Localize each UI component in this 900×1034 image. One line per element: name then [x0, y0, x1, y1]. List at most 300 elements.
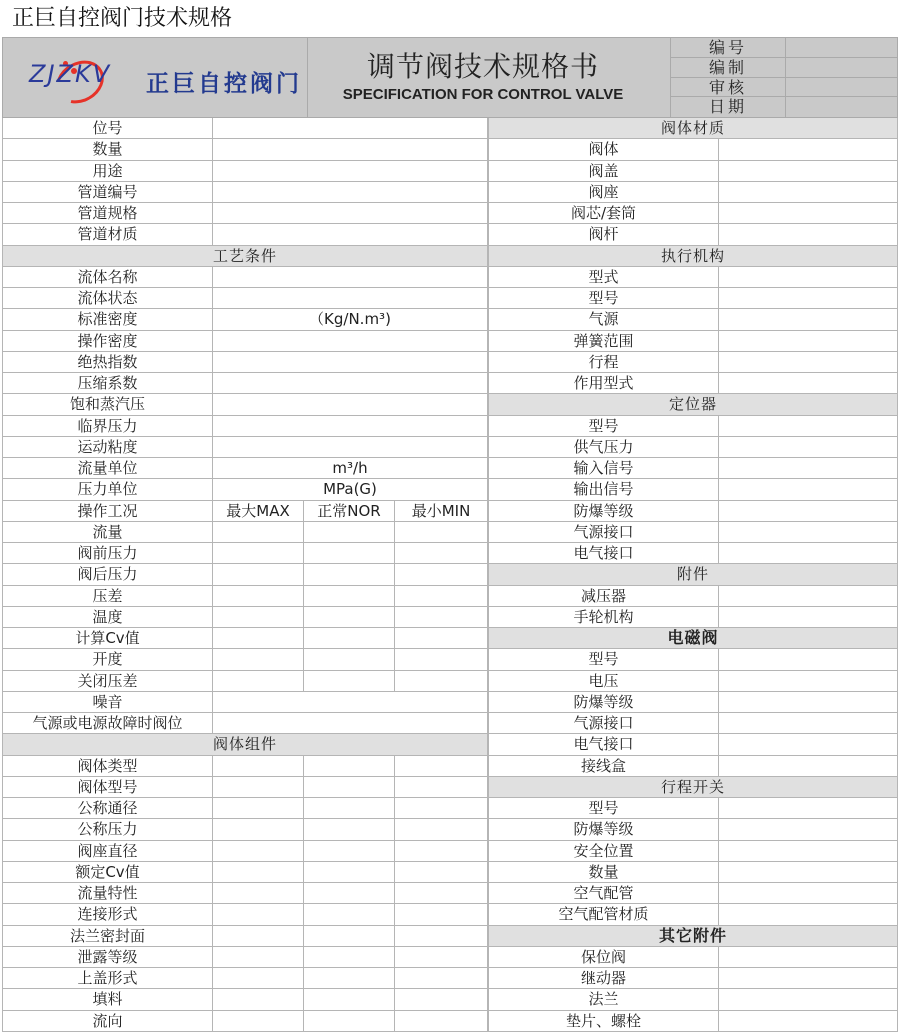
table-row: [488, 989, 898, 1010]
row-label: 流量: [2, 522, 212, 542]
row-label: 阀盖: [488, 161, 718, 181]
table-row: [2, 309, 488, 330]
row-label: 流向: [2, 1011, 212, 1031]
logo-company-name: 正巨自控阀门: [146, 70, 302, 97]
logo-text: ZJZKV: [29, 60, 112, 88]
section-header: 行程开关: [488, 777, 898, 798]
table-row: [2, 331, 488, 352]
row-value-field[interactable]: [718, 224, 898, 244]
row-value-field[interactable]: [718, 649, 898, 669]
row-label: 接线盒: [488, 756, 718, 776]
row-value-field[interactable]: [718, 522, 898, 542]
row-label: 流量特性: [2, 883, 212, 903]
row-value-field[interactable]: [212, 564, 303, 584]
row-value-field[interactable]: [212, 394, 488, 414]
section-header: 电磁阀: [488, 628, 898, 649]
row-value-field[interactable]: [718, 352, 898, 372]
document-title: [308, 38, 658, 117]
row-label: 型号: [488, 649, 718, 669]
row-value-field[interactable]: [394, 649, 488, 669]
row-value-field[interactable]: [303, 1011, 394, 1031]
row-label: 管道编号: [2, 182, 212, 202]
row-value-field[interactable]: [718, 203, 898, 223]
table-row: [488, 649, 898, 670]
row-label: 气源或电源故障时阀位: [2, 713, 212, 733]
row-value-field[interactable]: [718, 692, 898, 712]
row-label: 弹簧范围: [488, 331, 718, 351]
row-label: 饱和蒸汽压: [2, 394, 212, 414]
table-row: [488, 458, 898, 479]
row-value-field[interactable]: [212, 331, 488, 351]
row-value-field[interactable]: [303, 671, 394, 691]
row-value-field[interactable]: [303, 628, 394, 648]
row-value-field[interactable]: [718, 182, 898, 202]
row-value-field[interactable]: [212, 649, 303, 669]
row-label: 压缩系数: [2, 373, 212, 393]
table-row: [2, 564, 488, 585]
row-label: 电气接口: [488, 543, 718, 563]
table-row: [2, 883, 488, 904]
table-row: [2, 841, 488, 862]
row-value-field[interactable]: [718, 989, 898, 1009]
table-row: [2, 203, 488, 224]
row-value-field[interactable]: [303, 564, 394, 584]
meta-label: 审核: [670, 78, 786, 97]
section-header: 阀体组件: [2, 734, 488, 755]
meta-label: 编号: [670, 38, 786, 57]
section-header: 定位器: [488, 394, 898, 415]
right-column: [488, 118, 898, 1032]
row-value-field[interactable]: [303, 649, 394, 669]
row-value-field[interactable]: [718, 501, 898, 521]
row-value-field[interactable]: [718, 756, 898, 776]
table-row: [2, 692, 488, 713]
row-value-field[interactable]: [303, 607, 394, 627]
table-row: [488, 734, 898, 755]
table-row: [488, 904, 898, 925]
row-value-field[interactable]: [303, 522, 394, 542]
table-row: [488, 586, 898, 607]
row-label: 运动粘度: [2, 437, 212, 457]
row-label: 阀体: [488, 139, 718, 159]
row-value-field[interactable]: [212, 352, 488, 372]
row-label: 继动器: [488, 968, 718, 988]
table-row: [2, 267, 488, 288]
row-value-field[interactable]: [303, 756, 394, 776]
row-value-field[interactable]: [212, 989, 303, 1009]
table-row: [488, 607, 898, 628]
row-value-field[interactable]: [718, 139, 898, 159]
row-value-field[interactable]: [303, 586, 394, 606]
row-value-field[interactable]: [394, 947, 488, 967]
row-value-field[interactable]: [212, 798, 303, 818]
table-row: [488, 841, 898, 862]
row-label: 行程: [488, 352, 718, 372]
table-row: [2, 1011, 488, 1032]
title-english: SPECIFICATION FOR CONTROL VALVE: [342, 86, 624, 103]
table-row: [488, 309, 898, 330]
table-row: [2, 373, 488, 394]
table-row: [2, 586, 488, 607]
table-row: [2, 968, 488, 989]
meta-row: [670, 97, 897, 117]
row-label: 标准密度: [2, 309, 212, 329]
row-value-field[interactable]: [394, 883, 488, 903]
table-row: [2, 139, 488, 160]
row-value-field[interactable]: [212, 586, 303, 606]
table-row: [2, 288, 488, 309]
meta-value-field[interactable]: [786, 58, 897, 77]
table-row: [488, 352, 898, 373]
row-value-field[interactable]: [718, 543, 898, 563]
row-value-field[interactable]: [718, 416, 898, 436]
row-label: 空气配管材质: [488, 904, 718, 924]
table-row: [488, 522, 898, 543]
meta-row: [670, 58, 897, 78]
table-row: [488, 437, 898, 458]
row-label: 防爆等级: [488, 501, 718, 521]
row-value-field[interactable]: [394, 989, 488, 1009]
row-value-field[interactable]: [212, 203, 488, 223]
table-row: [488, 288, 898, 309]
row-value-field[interactable]: MPa(G): [212, 479, 488, 499]
table-row: [2, 394, 488, 415]
row-value-field[interactable]: [718, 607, 898, 627]
row-label: 流体名称: [2, 267, 212, 287]
row-value-field[interactable]: [394, 628, 488, 648]
row-label: 连接形式: [2, 904, 212, 924]
row-value-field[interactable]: [718, 267, 898, 287]
row-label: 管道规格: [2, 203, 212, 223]
table-row: [2, 416, 488, 437]
row-value-field[interactable]: [394, 586, 488, 606]
row-label: 温度: [2, 607, 212, 627]
row-value-field[interactable]: [718, 841, 898, 861]
row-label: 电压: [488, 671, 718, 691]
row-value-field[interactable]: [718, 947, 898, 967]
row-value-field[interactable]: [718, 458, 898, 478]
row-value-field[interactable]: [212, 756, 303, 776]
table-row: [2, 798, 488, 819]
row-value-field[interactable]: [212, 522, 303, 542]
table-row: [488, 883, 898, 904]
row-value-field[interactable]: [718, 1011, 898, 1031]
row-label: 阀后压力: [2, 564, 212, 584]
row-label: 作用型式: [488, 373, 718, 393]
row-value-field[interactable]: [212, 139, 488, 159]
meta-row: [670, 38, 897, 58]
row-value-field[interactable]: [212, 416, 488, 436]
table-row: [2, 479, 488, 500]
section-header: 附件: [488, 564, 898, 585]
table-row: [2, 947, 488, 968]
section-header: 执行机构: [488, 246, 898, 267]
row-value-field[interactable]: [718, 904, 898, 924]
table-row: [488, 373, 898, 394]
row-label: 型式: [488, 267, 718, 287]
table-row: [2, 161, 488, 182]
meta-value-field[interactable]: [786, 97, 897, 117]
row-value-field[interactable]: [303, 904, 394, 924]
row-value-field[interactable]: [394, 968, 488, 988]
table-row: [2, 458, 488, 479]
row-value-field[interactable]: [212, 926, 303, 946]
row-label: 输出信号: [488, 479, 718, 499]
row-value-field[interactable]: [303, 947, 394, 967]
row-value-field[interactable]: [718, 373, 898, 393]
row-value-field[interactable]: [212, 543, 303, 563]
row-label: 型号: [488, 416, 718, 436]
table-row: [2, 118, 488, 139]
meta-value-field[interactable]: [786, 38, 897, 57]
row-value-field[interactable]: [212, 671, 303, 691]
table-row: [2, 862, 488, 883]
table-row: [2, 182, 488, 203]
row-label: 减压器: [488, 586, 718, 606]
row-label: 计算Cv值: [2, 628, 212, 648]
row-value-field[interactable]: [212, 904, 303, 924]
table-row: [2, 224, 488, 245]
row-value-field[interactable]: [303, 777, 394, 797]
row-value-field[interactable]: [718, 331, 898, 351]
row-label: 阀前压力: [2, 543, 212, 563]
row-value-field[interactable]: [394, 862, 488, 882]
row-value-field[interactable]: [303, 819, 394, 839]
row-value-field[interactable]: [394, 522, 488, 542]
column-header: 正常NOR: [303, 501, 394, 521]
row-value-field[interactable]: [718, 479, 898, 499]
row-value-field[interactable]: [303, 543, 394, 563]
table-row: [2, 352, 488, 373]
row-label: 管道材质: [2, 224, 212, 244]
row-label: 保位阀: [488, 947, 718, 967]
row-value-field[interactable]: [303, 926, 394, 946]
meta-value-field[interactable]: [786, 78, 897, 97]
row-label: 公称压力: [2, 819, 212, 839]
row-label: 供气压力: [488, 437, 718, 457]
row-value-field[interactable]: [718, 437, 898, 457]
title-chinese: 调节阀技术规格书: [366, 50, 599, 83]
row-label: 气源接口: [488, 713, 718, 733]
row-value-field[interactable]: [394, 841, 488, 861]
row-value-field[interactable]: [212, 841, 303, 861]
row-label: 绝热指数: [2, 352, 212, 372]
table-row: [488, 224, 898, 245]
row-value-field[interactable]: [394, 926, 488, 946]
table-row: [2, 819, 488, 840]
row-value-field[interactable]: [212, 267, 488, 287]
row-label: 泄露等级: [2, 947, 212, 967]
meta-label: 编制: [670, 58, 786, 77]
row-label: 操作工况: [2, 501, 212, 521]
table-row: [2, 607, 488, 628]
table-row: [2, 713, 488, 734]
row-value-field[interactable]: [303, 862, 394, 882]
row-label: 额定Cv值: [2, 862, 212, 882]
company-logo: [3, 38, 308, 117]
section-header: 阀体材质: [488, 118, 898, 139]
row-value-field[interactable]: [303, 798, 394, 818]
row-label: 流体状态: [2, 288, 212, 308]
table-row: [488, 968, 898, 989]
row-value-field[interactable]: [212, 224, 488, 244]
row-label: 上盖形式: [2, 968, 212, 988]
table-row: [488, 819, 898, 840]
row-value-field[interactable]: [212, 628, 303, 648]
row-value-field[interactable]: [212, 373, 488, 393]
row-value-field[interactable]: [394, 564, 488, 584]
table-row: [488, 161, 898, 182]
table-row: [488, 543, 898, 564]
row-label: 临界压力: [2, 416, 212, 436]
table-row: [2, 628, 488, 649]
row-label: 输入信号: [488, 458, 718, 478]
row-value-field[interactable]: [718, 798, 898, 818]
table-row: [2, 756, 488, 777]
row-value-field[interactable]: [394, 798, 488, 818]
table-row: [488, 692, 898, 713]
row-value-field[interactable]: （Kg/N.m³): [212, 309, 488, 329]
row-value-field[interactable]: [394, 756, 488, 776]
row-value-field[interactable]: [212, 182, 488, 202]
table-row: [2, 926, 488, 947]
table-row: [488, 331, 898, 352]
table-row: [488, 862, 898, 883]
row-label: 法兰密封面: [2, 926, 212, 946]
row-label: 电气接口: [488, 734, 718, 754]
row-value-field[interactable]: [394, 819, 488, 839]
table-row: [488, 947, 898, 968]
row-label: 气源接口: [488, 522, 718, 542]
table-row: [488, 416, 898, 437]
row-label: 流量单位: [2, 458, 212, 478]
row-value-field[interactable]: [212, 947, 303, 967]
table-row: [488, 267, 898, 288]
row-label: 阀座直径: [2, 841, 212, 861]
row-label: 型号: [488, 798, 718, 818]
row-value-field[interactable]: [212, 968, 303, 988]
row-value-field[interactable]: [718, 883, 898, 903]
row-label: 填料: [2, 989, 212, 1009]
row-value-field[interactable]: [718, 161, 898, 181]
row-value-field[interactable]: [394, 671, 488, 691]
row-label: 数量: [488, 862, 718, 882]
row-value-field[interactable]: [212, 118, 488, 138]
row-value-field[interactable]: [394, 607, 488, 627]
row-label: 压力单位: [2, 479, 212, 499]
row-value-field[interactable]: [212, 161, 488, 181]
row-label: 气源: [488, 309, 718, 329]
table-row: [488, 671, 898, 692]
row-value-field[interactable]: [212, 437, 488, 457]
page-title: 正巨自控阀门技术规格: [12, 6, 233, 31]
row-label: 阀座: [488, 182, 718, 202]
row-label: 空气配管: [488, 883, 718, 903]
row-label: 公称通径: [2, 798, 212, 818]
row-value-field[interactable]: [212, 862, 303, 882]
table-row: [2, 501, 488, 522]
left-column: [2, 118, 488, 1032]
row-value-field[interactable]: [212, 607, 303, 627]
table-row: [488, 139, 898, 160]
row-value-field[interactable]: [718, 862, 898, 882]
row-value-field[interactable]: [212, 819, 303, 839]
row-label: 防爆等级: [488, 819, 718, 839]
row-label: 开度: [2, 649, 212, 669]
row-value-field[interactable]: [394, 543, 488, 563]
row-label: 数量: [2, 139, 212, 159]
row-label: 阀杆: [488, 224, 718, 244]
row-value-field[interactable]: [718, 968, 898, 988]
row-label: 垫片、螺栓: [488, 1011, 718, 1031]
table-row: [488, 756, 898, 777]
row-value-field[interactable]: [718, 671, 898, 691]
row-label: 操作密度: [2, 331, 212, 351]
table-row: [2, 649, 488, 670]
row-value-field[interactable]: [718, 586, 898, 606]
table-row: [488, 182, 898, 203]
row-value-field[interactable]: [212, 777, 303, 797]
row-value-field[interactable]: [303, 841, 394, 861]
table-row: [488, 713, 898, 734]
row-label: 阀芯/套筒: [488, 203, 718, 223]
row-value-field[interactable]: [718, 734, 898, 754]
row-label: 位号: [2, 118, 212, 138]
row-value-field[interactable]: [394, 1011, 488, 1031]
row-value-field[interactable]: [303, 968, 394, 988]
row-value-field[interactable]: [212, 1011, 303, 1031]
table-row: [488, 203, 898, 224]
row-value-field[interactable]: [303, 989, 394, 1009]
row-label: 防爆等级: [488, 692, 718, 712]
row-value-field[interactable]: [394, 777, 488, 797]
table-row: [2, 671, 488, 692]
table-row: [2, 777, 488, 798]
meta-row: [670, 78, 897, 98]
table-row: [2, 522, 488, 543]
row-value-field[interactable]: [303, 883, 394, 903]
column-header: 最小MIN: [394, 501, 488, 521]
row-value-field[interactable]: [212, 883, 303, 903]
table-row: [488, 501, 898, 522]
table-row: [488, 479, 898, 500]
row-label: 压差: [2, 586, 212, 606]
row-label: 安全位置: [488, 841, 718, 861]
row-label: 噪音: [2, 692, 212, 712]
row-value-field[interactable]: [212, 288, 488, 308]
column-header: 最大MAX: [212, 501, 303, 521]
table-row: [2, 989, 488, 1010]
document-meta: [670, 38, 897, 117]
table-row: [2, 904, 488, 925]
row-value-field[interactable]: [718, 713, 898, 733]
spec-header: [2, 37, 898, 118]
row-value-field[interactable]: [718, 288, 898, 308]
section-header: 其它附件: [488, 926, 898, 947]
row-value-field[interactable]: [394, 904, 488, 924]
row-label: 关闭压差: [2, 671, 212, 691]
row-value-field[interactable]: m³/h: [212, 458, 488, 478]
row-value-field[interactable]: [212, 692, 488, 712]
row-value-field[interactable]: [718, 819, 898, 839]
row-value-field[interactable]: [212, 713, 488, 733]
table-row: [2, 437, 488, 458]
table-row: [488, 1011, 898, 1032]
table-row: [488, 798, 898, 819]
row-label: 手轮机构: [488, 607, 718, 627]
row-value-field[interactable]: [718, 309, 898, 329]
row-label: 阀体型号: [2, 777, 212, 797]
